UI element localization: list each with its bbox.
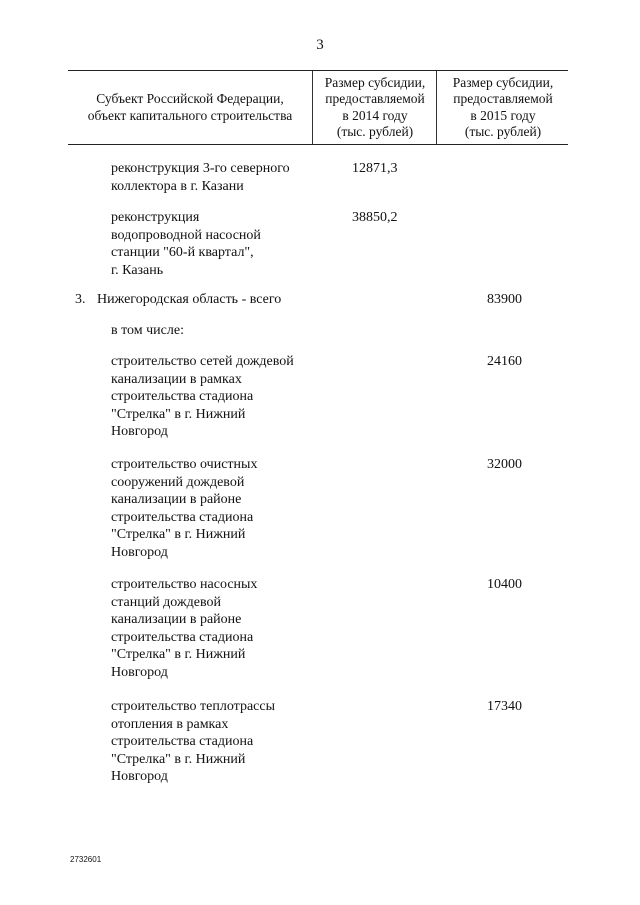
row-value-2014: 38850,2 [352,210,398,225]
row-text: строительство теплотрассы отопления в рамках строительства стадиона "Стрелка" в г. Нижний Новгород [111,699,276,784]
row-text: строительство насосных станций дождевой канализации в районе строительства стадиона "Стрелка" в г. Нижний Новгород [111,577,258,680]
row-text: строительство очистных сооружений дождевой канализации в районе строительства стадиона "Стрелка" в г. Нижний Новгород [111,457,258,560]
table-header [68,70,568,145]
header-subsidy-2014 [312,71,437,144]
row-value-2015: 83900 [487,292,522,307]
header-subsidy-2014-label: Размер субсидии, предоставляемой в 2014 году (тыс. рублей) [324,74,426,139]
header-subject [68,71,312,144]
row-value-2014: 12871,3 [352,161,398,176]
header-subject-label: Субъект Российской Федерации, объект капитального строительства [87,91,293,123]
row-text: строительство сетей дождевой канализации в рамках строительства стадиона "Стрелка" в г. Нижний Новгород [111,354,294,439]
row-number: 3. [75,292,86,307]
row-value-2015: 32000 [487,457,522,472]
row-text: Нижегородская область - всего [97,292,282,307]
row-text: в том числе: [111,323,184,338]
row-value-2015: 10400 [487,577,522,592]
row-text: реконструкция 3-го северного коллектора в г. Казани [111,161,290,194]
row-value-2015: 24160 [487,354,522,369]
row-value-2015: 17340 [487,699,522,714]
header-subsidy-2015-label: Размер субсидии, предоставляемой в 2015 году (тыс. рублей) [452,74,554,139]
page-number: 3 [316,37,324,53]
header-subsidy-2015 [436,71,569,144]
row-text: реконструкция водопроводной насосной станции "60-й квартал", г. Казань [111,210,261,278]
document-code: 2732601 [70,855,102,864]
